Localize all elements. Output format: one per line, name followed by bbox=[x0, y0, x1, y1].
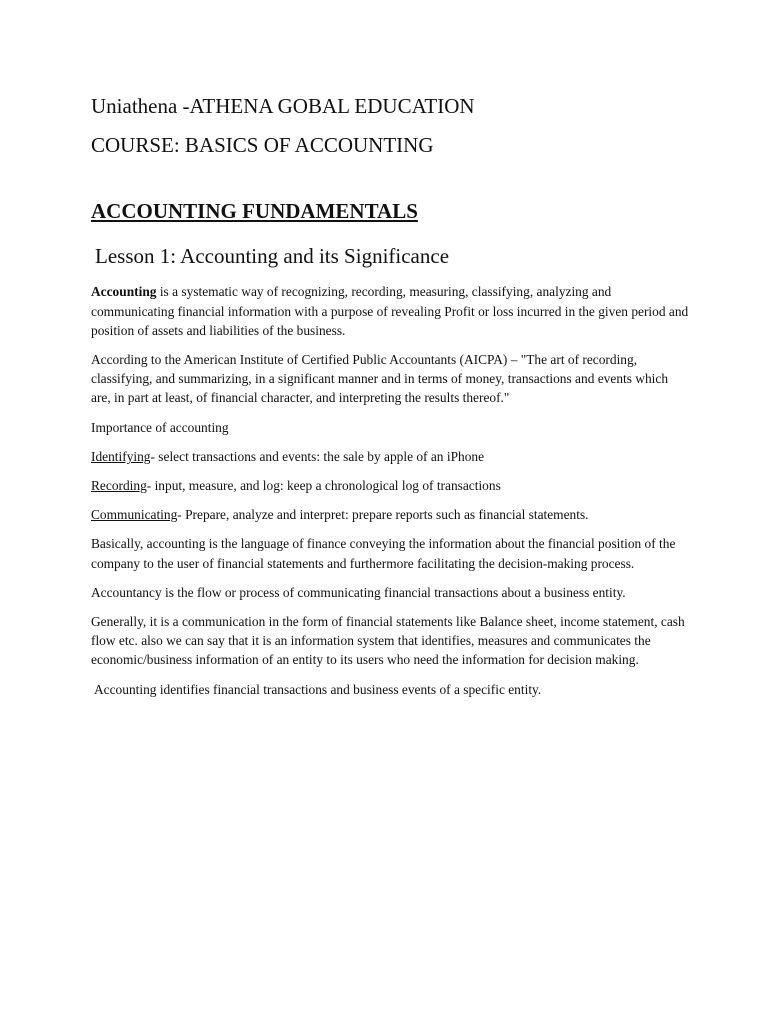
definition-paragraph bbox=[91, 282, 691, 340]
importance-term: Identifying bbox=[91, 448, 151, 464]
definition-term: Accounting bbox=[91, 284, 157, 300]
body-paragraph: Generally, it is a communication in the form of financial statements like Balance sheet, income statement, cash flow etc. also we can say that it is an information system that identifies, measures and communicates the economic/business information of an entity to its users who need the information for decision making. bbox=[91, 614, 685, 668]
importance-text: - select transactions and events: the sale by apple of an iPhone bbox=[150, 448, 485, 464]
importance-text: - input, measure, and log: keep a chronological log of transactions bbox=[146, 478, 501, 494]
importance-term: Recording bbox=[91, 478, 147, 494]
document-page bbox=[91, 92, 691, 699]
aicpa-quote-paragraph: According to the American Institute of Certified Public Accountants (AICPA) – "The art of recording, classifying, and summarizing, in a significant manner and in terms of money, transactions and events which are, in part at least, of financial character, and interpreting the results thereof." bbox=[91, 352, 669, 406]
section-title: ACCOUNTING FUNDAMENTALS bbox=[91, 199, 418, 223]
lesson-title: Lesson 1: Accounting and its Significance bbox=[95, 244, 450, 269]
body-paragraph: Accountancy is the flow or process of communicating financial transactions about a business entity. bbox=[91, 584, 626, 600]
importance-text: - Prepare, analyze and interpret: prepare reports such as financial statements. bbox=[177, 507, 589, 523]
body-paragraph: Basically, accounting is the language of finance conveying the information about the financial position of the company to the user of financial statements and furthermore facilitating the decision-making process. bbox=[91, 536, 676, 571]
importance-item-recording bbox=[91, 476, 691, 495]
importance-term: Communicating bbox=[91, 507, 178, 523]
importance-item-identifying bbox=[91, 447, 691, 466]
importance-item-communicating bbox=[91, 505, 691, 524]
organization-heading: Uniathena -ATHENA GOBAL EDUCATION bbox=[91, 94, 475, 118]
definition-text: is a systematic way of recognizing, recording, measuring, classifying, analyzing and communicating financial information with a purpose of revealing Profit or loss incurred in the given period and position of assets and liabilities of the business. bbox=[91, 284, 689, 338]
body-paragraph: Accounting identifies financial transactions and business events of a specific entity. bbox=[94, 681, 542, 697]
course-heading: COURSE: BASICS OF ACCOUNTING bbox=[91, 133, 434, 157]
importance-heading: Importance of accounting bbox=[91, 419, 229, 435]
